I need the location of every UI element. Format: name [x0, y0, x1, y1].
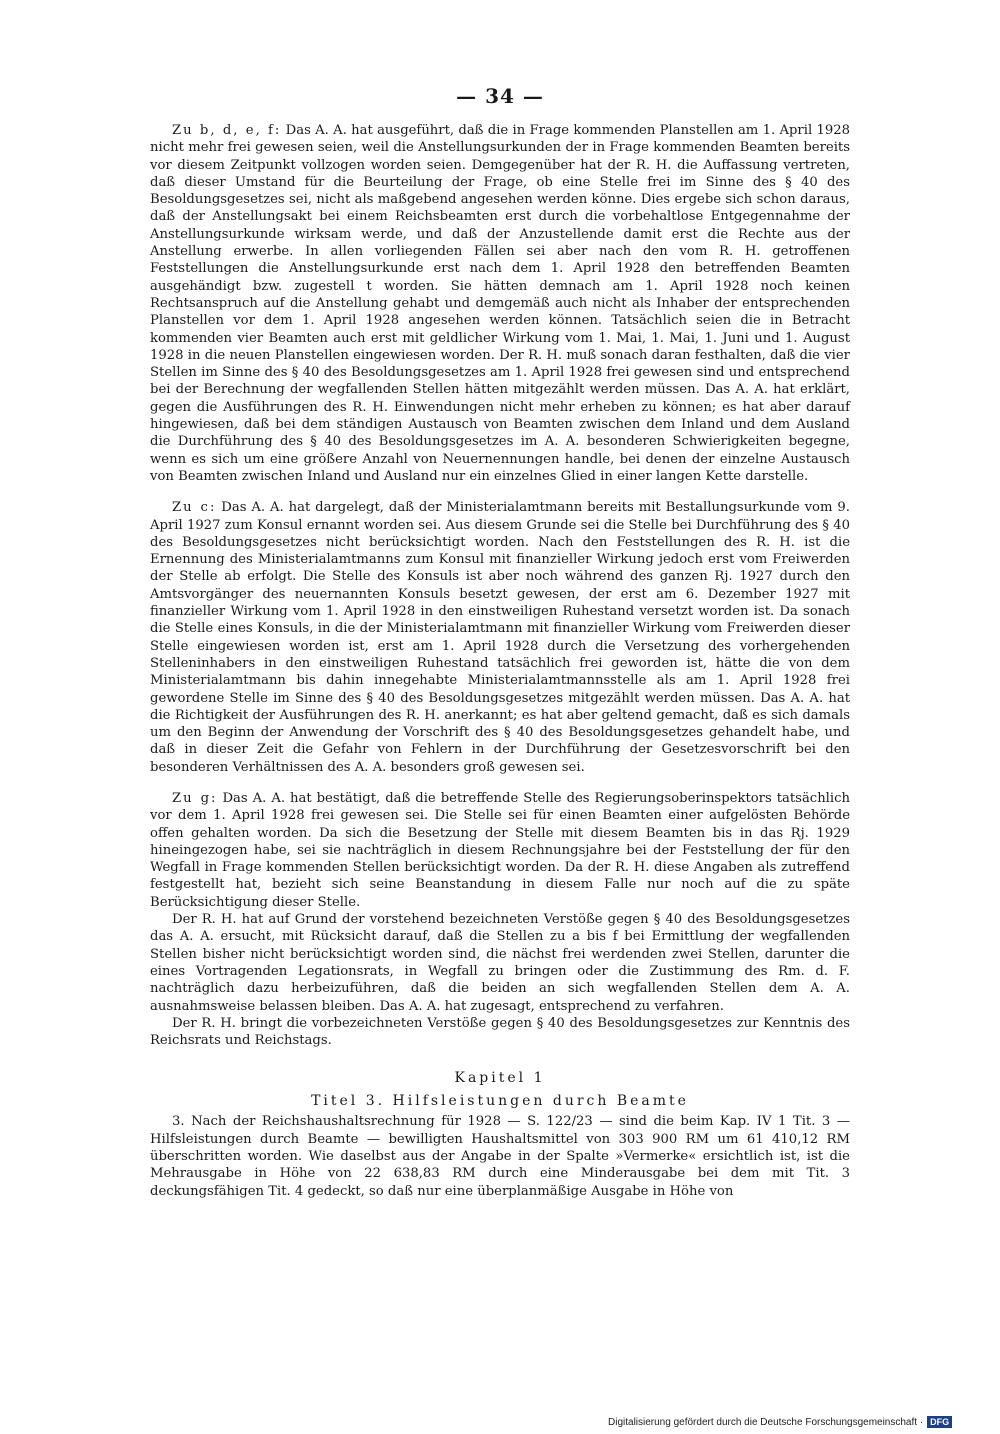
- paragraph-zu-g: [150, 790, 850, 911]
- dfg-logo-icon: DFG: [927, 1416, 952, 1428]
- title-heading: Titel 3. Hilfsleistungen durch Beamte: [311, 1093, 689, 1110]
- chapter-heading: Kapitel 1: [454, 1070, 546, 1087]
- paragraph-zu-c: [150, 499, 850, 776]
- paragraph-text: Der R. H. hat auf Grund der vorstehend bezeichneten Verstöße gegen § 40 des Besoldungsgesetzes das A. A. ersucht, mit Rücksicht darauf, daß die Stellen zu a bis f bei Ermittlung der wegfallenden Stellen bisher nicht berücksichtigt worden sind, die nächst frei werdenden zwei Stellen, darunter die eines Vortragenden Legationsrats, in Wegfall zu bringen oder die Zustimmung des Rm. d. F. nachträglich dazu herbeizuführen, daß die beiden an sich wegfallenden Stellen dem A. A. ausnahmsweise belassen bleiben. Das A. A. hat zugesagt, entsprechend zu verfahren.: [150, 912, 850, 1014]
- paragraph-text: Der R. H. bringt die vorbezeichneten Verstöße gegen § 40 des Besoldungsgesetzes zur Kenntnis des Reichsrats und Reichstags.: [150, 1015, 850, 1049]
- paragraph-lead: Zu c:: [172, 500, 217, 516]
- paragraph-text: Das A. A. hat bestätigt, daß die betreffende Stelle des Regierungsoberinspektors tatsächlich vor dem 1. April 1928 frei gewesen sei. Die Stelle sei für einen Beamten einer aufgelösten Behörde offen gehalten worden. Da sich die Besetzung der Stelle mit diesem Beamten bis in das Rj. 1929 hineingezogen habe, sei sie nachträglich in diesem Rechnungsjahre bei der Feststellung der für den Wegfall in Frage kommenden Stellen berücksichtigt worden. Da der R. H. diese Angaben als zutreffend festgestellt hat, bezieht sich seine Beanstandung in diesem Falle nur noch auf die zu späte Berücksichtigung dieser Stelle.: [150, 790, 850, 910]
- footer-text: Digitalisierung gefördert durch die Deutsche Forschungsgemeinschaft ·: [608, 1416, 924, 1428]
- paragraph-zu-b-d-e-f: [150, 122, 850, 485]
- paragraph-haushalt: 3. Nach der Reichshaushaltsrechnung für 1928 — S. 122/23 — sind die beim Kap. IV 1 Tit. 3 — Hilfsleistungen durch Beamte — bewilligten Haushaltsmittel von 303 900 RM um 61 410,12 RM überschritten worden. Wie daselbst aus der Angabe in der Spalte »Vermerke« ersichtlich ist, ist die Mehrausgabe in Höhe von 22 638,83 RM durch eine Minderausgabe bei dem mit Tit. 3 deckungsfähigen Tit. 4 gedeckt, so daß nur eine überplanmäßige Ausgabe in Höhe von: [150, 1114, 850, 1199]
- paragraph-verstoesse: [150, 911, 850, 1015]
- paragraph-kenntnis: [150, 1015, 850, 1050]
- paragraph-lead: Zu g:: [172, 790, 218, 806]
- paragraph-text: Das A. A. hat dargelegt, daß der Ministerialamtmann bereits mit Bestallungsurkunde vom 9. April 1927 zum Konsul ernannt worden sei. Aus diesem Grunde sei die Stelle bei Durchführung des § 40 des Besoldungsgesetzes nicht berücksichtigt worden. Nach den Feststellungen des R. H. ist die Ernennung des Ministerialamtmanns zum Konsul mit finanzieller Wirkung jedoch erst vom Freiwerden der Stelle ab erfolgt. Die Stelle des Konsuls ist aber noch während des ganzen Rj. 1927 durch den Amtsvorgänger des neuernannten Konsuls besetzt gewesen, der erst am 6. Dezember 1927 mit finanzieller Wirkung vom 1. April 1928 in den einstweiligen Ruhestand versetzt worden ist. Da sonach die Stelle eines Konsuls, in die der Ministerialamtmann mit finanzieller Wirkung vom Freiwerden dieser Stelle eingewiesen worden ist, erst am 1. April 1928 durch die Versetzung des vorhergehenden Stelleninhabers in den einstweiligen Ruhestand tatsächlich frei geworden ist, hätte die von dem Ministerialamtmann bis dahin innegehabte Ministerialamtmannsstelle als am 1. April 1928 frei gewordene Stelle im Sinne des § 40 des Besoldungsgesetzes mitgezählt werden müssen. Das A. A. hat die Richtigkeit der Ausführungen des R. H. anerkannt; es hat aber geltend gemacht, daß es sich damals um den Beginn der Anwendung der Vorschrift des § 40 des Besoldungsgesetzes gehandelt habe, und daß in dieser Zeit die Gefahr von Fehlern in der Durchführung der Gesetzesvorschrift bei den besonderen Verhältnissen des A. A. besonders groß gewesen sei.: [150, 500, 850, 775]
- footer-credit: [608, 1416, 952, 1428]
- paragraph-text: Das A. A. hat ausgeführt, daß die in Frage kommenden Planstellen am 1. April 1928 nicht mehr frei gewesen seien, weil die Anstellungsurkunden der in Frage kommenden Beamten bereits vor diesem Zeitpunkt vollzogen worden seien. Demgegenüber hat der R. H. die Auffassung vertreten, daß dieser Umstand für die Beurteilung der Frage, ob eine Stelle frei im Sinne des § 40 des Besoldungsgesetzes sei, nicht als maßgebend angesehen werden könne. Dies ergebe sich schon daraus, daß der Anstellungsakt bei einem Reichsbeamten erst durch die vorbehaltlose Entgegennahme der Anstellungsurkunde wirksam werde, und daß der Anzustellende damit erst die Rechte aus der Anstellung erwerbe. In allen vorliegenden Fällen sei aber nach den vom R. H. getroffenen Feststellungen die Anstellungsurkunde erst nach dem 1. April 1928 den betreffenden Beamten ausgehändigt bzw. zugestell t worden. Sie hätten demnach am 1. April 1928 noch keinen Rechtsanspruch auf die Anstellung gehabt und demgemäß auch nicht als Inhaber der entsprechenden Planstellen vor dem 1. April 1928 angesehen werden können. Tatsächlich seien die in Betracht kommenden vier Beamten auch erst mit geldlicher Wirkung vom 1. Mai, 1. Mai, 1. Juni und 1. August 1928 in die neuen Planstellen eingewiesen worden. Der R. H. muß sonach daran festhalten, daß die vier Stellen im Sinne des § 40 des Besoldungsgesetzes am 1. April 1928 frei gewesen sind und entsprechend bei der Berechnung der wegfallenden Stellen hätten mitgezählt werden müssen. Das A. A. hat erklärt, gegen die Ausführungen des R. H. Einwendungen nicht mehr erheben zu können; es hat aber darauf hingewiesen, daß bei dem ständigen Austausch von Beamten zwischen dem Inland und dem Ausland die Durchführung des § 40 des Besoldungsgesetzes im A. A. besonderen Schwierigkeiten begegne, wenn es sich um eine größere Anzahl von Neuernennungen handle, bei denen der einzelne Austausch von Beamten zwischen Inland und Ausland nur ein einzelnes Glied in einer langen Kette darstelle.: [150, 123, 851, 484]
- page-number: — 34 —: [456, 84, 544, 108]
- paragraph-lead: Zu b, d, e, f:: [172, 123, 282, 138]
- page-body: [150, 122, 850, 1200]
